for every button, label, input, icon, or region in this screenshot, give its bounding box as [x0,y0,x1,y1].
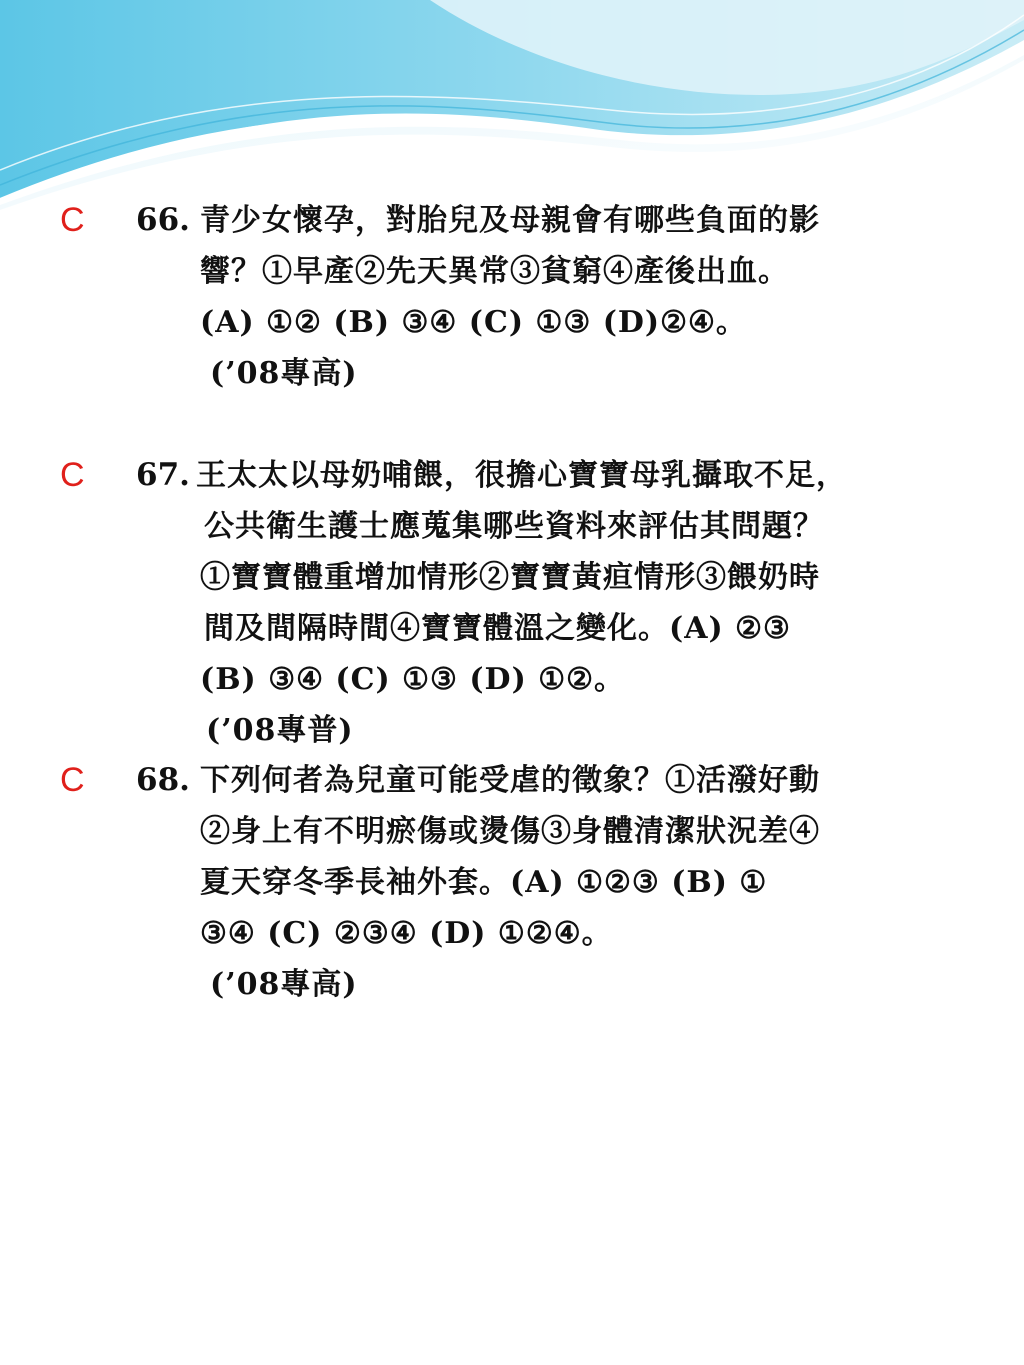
question-text [200,755,990,1010]
question-item [0,755,1024,1010]
question-source: (’08專普) [206,713,354,748]
question-item [0,450,1024,755]
question-line: ①寶寶體重增加情形②寶寶黃疸情形③餵奶時 [200,560,820,595]
question-text [196,450,986,756]
question-line: (A) ①② (B) ③④ (C) ①③ (D)②④。 [200,305,747,340]
question-line: 公共衛生護士應蒐集哪些資料來評估其問題？ [204,509,824,544]
question-line: 響？①早產②先天異常③貧窮④產後出血。 [200,254,789,289]
answer-key: C [60,761,85,799]
question-number: 66. [136,202,190,238]
question-line: 下列何者為兒童可能受虐的徵象？①活潑好動 [200,763,820,798]
header-wave-decoration [0,0,1024,210]
question-text [200,195,990,399]
answer-key: C [60,456,85,494]
question-line: ②身上有不明瘀傷或燙傷③身體清潔狀況差④ [200,814,820,849]
question-line: 間及間隔時間④寶寶體溫之變化。(A) ②③ [204,611,791,646]
question-line: ③④ (C) ②③④ (D) ①②④。 [200,916,613,951]
question-source: (’08專高) [210,356,358,391]
question-source: (’08專高) [210,967,358,1002]
question-line: 王太太以母奶哺餵，很擔心寶寶母乳攝取不足， [196,458,847,493]
question-number: 68. [136,762,190,798]
question-number: 67. [136,457,190,493]
question-line: 夏天穿冬季長袖外套。(A) ①②③ (B) ① [200,865,768,900]
question-line: 青少女懷孕，對胎兒及母親會有哪些負面的影 [200,203,820,238]
question-item [0,195,1024,450]
answer-key: C [60,201,85,239]
question-list [0,195,1024,1010]
question-line: (B) ③④ (C) ①③ (D) ①②。 [200,662,626,697]
